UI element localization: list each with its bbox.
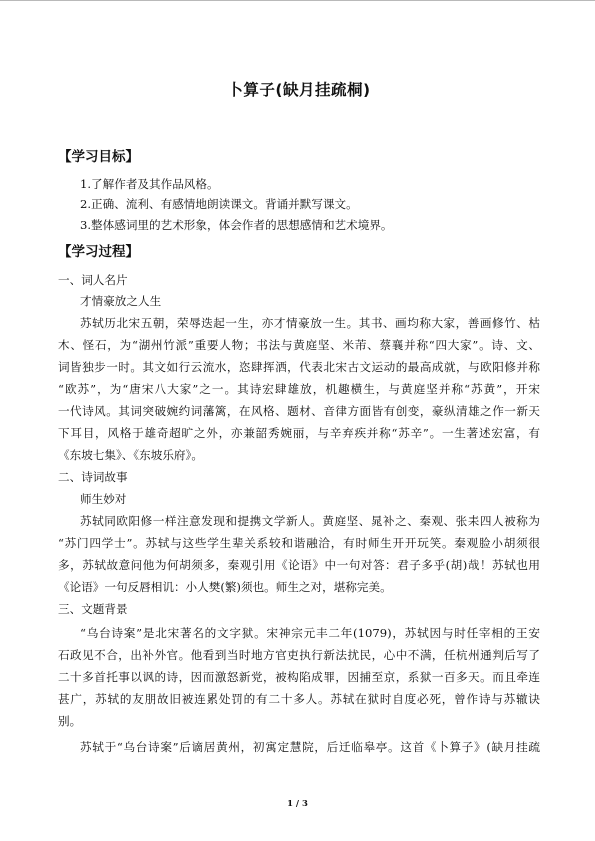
section-3-line-5: 别。 [58,714,82,728]
section-3-heading: 三、文题背景 [58,602,128,616]
section-1-line-7: 《东坡七集》、《东坡乐府》。 [58,448,203,462]
goals-heading: 【学习目标】 [58,149,139,165]
page-title: 卜算子(缺月挂疏桐) [227,81,371,99]
goal-item-1: 1.了解作者及其作品风格。 [80,177,219,191]
section-1-line-6: 下耳目，风格于雄奇超旷之外，亦兼韶秀婉丽，与辛弃疾并称“苏辛”。一生著述宏富，有 [58,426,540,440]
goal-item-3: 3.整体感词里的艺术形象，体会作者的思想感情和艺术境界。 [80,218,393,232]
section-2-line-4: 《论语》一句反唇相讥：小人樊(繁)须也。师生之对，堪称完美。 [58,580,392,594]
section-1-line-4: “欧苏”，为“唐宋八大家”之一。其诗宏肆雄放，机趣横生，与黄庭坚并称“苏黄”，开宋 [58,382,540,396]
page-number: 1 / 3 [287,799,308,809]
section-3-line-4: 甚广，苏轼的友朋故旧被连累处罚的有二十多人。苏轼在狱时自度必死，曾作诗与苏辙诀 [58,692,540,706]
section-3-line-1: “乌台诗案”是北宋著名的文字狱。宋神宗元丰二年(1079)，苏轼因与时任宰相的王安 [80,626,540,640]
section-3-line-3: 二十多首托事以讽的诗，因而激怒新党，被构陷成罪，因捕至京，系狱一百多天。而且牵连 [58,670,540,684]
process-heading: 【学习过程】 [58,244,139,260]
section-1-line-5: 一代诗风。其词突破婉约词藩篱，在风格、题材、音律方面皆有创变，豪纵清雄之作一新天 [58,404,540,418]
section-2-line-3: 多，苏轼故意问他为何胡须多，秦观引用《论语》中一句对答：君子多乎(胡)哉！苏轼也用 [58,558,540,572]
section-3-line-6: 苏轼于“乌台诗案”后谪居黄州，初寓定慧院，后迁临皋亭。这首《卜算子》(缺月挂疏 [80,740,540,754]
top-border-line [0,0,595,1]
section-2-line-2: “苏门四学士”。苏轼与这些学生辈关系较和谐融洽，有时师生开开玩笑。秦观脸小胡须很 [58,536,540,550]
section-2-subtitle: 师生妙对 [80,492,127,506]
section-3-line-2: 石政见不合，出补外官。他看到当时地方官吏执行新法扰民，心中不满，任杭州通判后写了 [58,648,540,662]
section-1-line-2: 木、怪石，为“湖州竹派”重要人物；书法与黄庭坚、米芾、蔡襄并称“四大家”。诗、文、 [58,338,540,352]
goal-item-2: 2.正确、流利、有感情地朗读课文。背诵并默写课文。 [80,197,358,211]
section-1-line-3: 词皆独步一时。其文如行云流水，恣肆挥洒，代表北宋古文运动的最高成就，与欧阳修并称 [58,360,540,374]
section-2-heading: 二、诗词故事 [58,470,128,484]
section-1-subtitle: 才情豪放之人生 [80,294,162,308]
section-1-heading: 一、词人名片 [58,273,128,287]
section-2-line-1: 苏轼同欧阳修一样注意发现和提携文学新人。黄庭坚、晁补之、秦观、张耒四人被称为 [80,514,540,528]
section-1-line-1: 苏轼历北宋五朝，荣辱迭起一生，亦才情豪放一生。其书、画均称大家，善画修竹、枯 [80,316,540,330]
